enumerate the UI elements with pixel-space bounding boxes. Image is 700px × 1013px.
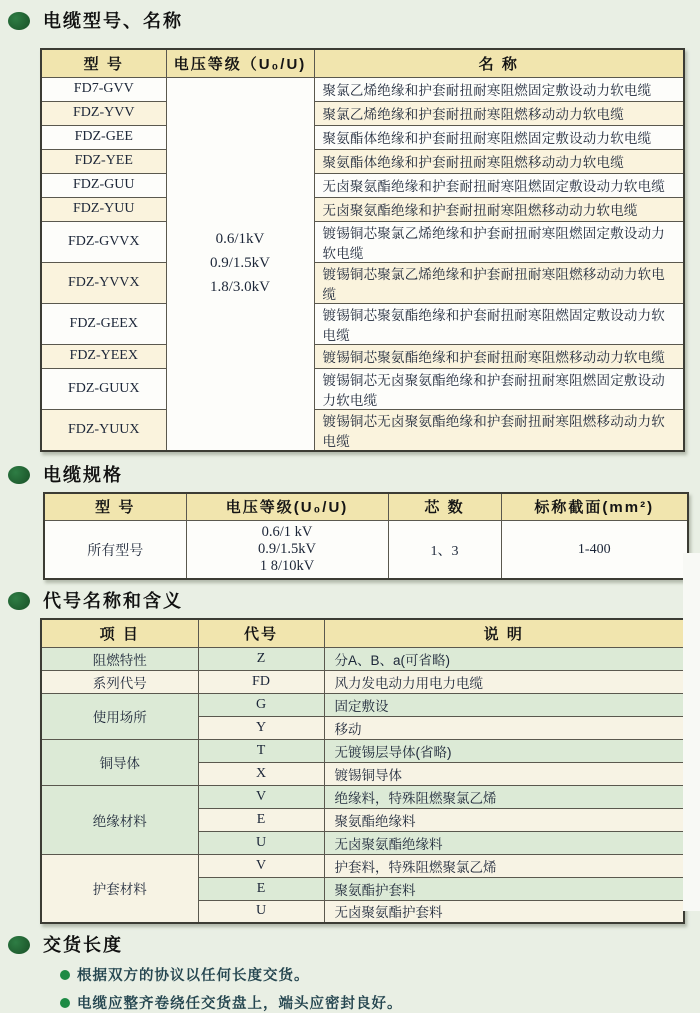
- table-row: [41, 693, 684, 716]
- voltage-line: 1 8/10kV: [259, 558, 315, 574]
- bullet-dot-icon: [60, 970, 70, 980]
- code-cell: E: [198, 808, 324, 831]
- voltage-line: 0.6/1 kV: [261, 524, 313, 540]
- code-cell: Z: [198, 647, 324, 670]
- cable-model-name-table: [40, 48, 685, 452]
- section-header-delivery-length: [8, 932, 700, 958]
- table-row: [41, 785, 684, 808]
- meaning-cell: 绝缘料，特殊阻燃聚氯乙烯: [324, 785, 684, 808]
- name-cell: 镀锡铜芯聚氯乙烯绝缘和护套耐扭耐寒阻燃固定敷设动力软电缆: [314, 221, 684, 262]
- list-item: [60, 964, 700, 985]
- model-cell: FDZ-GEE: [41, 125, 166, 149]
- code-cell: V: [198, 854, 324, 877]
- name-cell: 无卤聚氨酯绝缘和护套耐扭耐寒阻燃移动动力软电缆: [314, 197, 684, 221]
- name-cell: 镀锡铜芯无卤聚氨酯绝缘和护套耐扭耐寒阻燃移动动力软电缆: [314, 409, 684, 451]
- name-cell: 镀锡铜芯聚氨酯绝缘和护套耐扭耐寒阻燃移动动力软电缆: [314, 344, 684, 368]
- name-cell: 无卤聚氨酯绝缘和护套耐扭耐寒阻燃固定敷设动力软电缆: [314, 173, 684, 197]
- section-header-cable-models: [8, 8, 700, 34]
- table-row: [41, 221, 684, 262]
- model-cell: FDZ-YEEX: [41, 344, 166, 368]
- table-row: [41, 173, 684, 197]
- table-header-row: [41, 619, 684, 647]
- column-header-cores: 芯 数: [388, 493, 501, 521]
- code-cell: T: [198, 739, 324, 762]
- column-header-item: 项 目: [41, 619, 198, 647]
- note-text: 电缆应整齐卷绕任交货盘上，端头应密封良好。: [77, 996, 403, 1012]
- model-cell: FDZ-GUUX: [41, 368, 166, 409]
- meaning-cell: 镀锡铜导体: [324, 762, 684, 785]
- meaning-cell: 无卤聚氨酯绝缘料: [324, 831, 684, 854]
- table-row: [41, 197, 684, 221]
- section-bullet-icon: [8, 592, 30, 610]
- meaning-cell: 分A、B、a(可省略): [324, 647, 684, 670]
- voltage-line: 0.6/1kV: [215, 231, 265, 247]
- bullet-dot-icon: [60, 998, 70, 1008]
- code-meaning-table: [40, 618, 685, 924]
- cross-section-cell: 1-400: [501, 521, 688, 580]
- item-cell: 阻燃特性: [41, 647, 198, 670]
- code-cell: U: [198, 831, 324, 854]
- model-cell: FDZ-GEEX: [41, 303, 166, 344]
- name-cell: 镀锡铜芯聚氯乙烯绝缘和护套耐扭耐寒阻燃移动动力软电缆: [314, 262, 684, 303]
- table-row: [41, 77, 684, 101]
- table-row: [41, 149, 684, 173]
- section-header-cable-specs: [8, 462, 700, 488]
- model-cell: FDZ-GUU: [41, 173, 166, 197]
- list-item: [60, 992, 700, 1013]
- item-cell: 护套材料: [41, 854, 198, 923]
- section-header-code-meaning: [8, 588, 700, 614]
- meaning-cell: 护套料，特殊阻燃聚氯乙烯: [324, 854, 684, 877]
- table-row: [44, 521, 688, 580]
- voltage-cell: [186, 521, 388, 580]
- meaning-cell: 风力发电动力用电力电缆: [324, 670, 684, 693]
- section-title: 电缆型号、名称: [43, 11, 183, 31]
- code-cell: E: [198, 877, 324, 900]
- section-bullet-icon: [8, 466, 30, 484]
- model-cell: FDZ-YEE: [41, 149, 166, 173]
- code-cell: FD: [198, 670, 324, 693]
- column-header-voltage: 电压等级（U₀/U): [166, 49, 314, 77]
- table-row: [41, 101, 684, 125]
- table-row: [41, 854, 684, 877]
- name-cell: 聚氯乙烯绝缘和护套耐扭耐寒阻燃移动动力软电缆: [314, 101, 684, 125]
- model-cell: FD7-GVV: [41, 77, 166, 101]
- cable-spec-table: [43, 492, 689, 581]
- code-cell: G: [198, 693, 324, 716]
- table-row: [41, 303, 684, 344]
- column-header-cross-section: 标称截面(mm²): [501, 493, 688, 521]
- table-row: [41, 670, 684, 693]
- column-header-model: 型 号: [44, 493, 186, 521]
- table-header-row: [41, 49, 684, 77]
- meaning-cell: 固定敷设: [324, 693, 684, 716]
- delivery-notes: [60, 964, 700, 1013]
- table-row: [41, 262, 684, 303]
- item-cell: 系列代号: [41, 670, 198, 693]
- section-title: 电缆规格: [43, 464, 123, 485]
- column-header-code: 代号: [198, 619, 324, 647]
- item-cell: 绝缘材料: [41, 785, 198, 854]
- voltage-line: 1.8/3.0kV: [210, 279, 270, 295]
- column-header-voltage: 电压等级(U₀/U): [186, 493, 388, 521]
- model-cell: FDZ-YUUX: [41, 409, 166, 451]
- code-cell: X: [198, 762, 324, 785]
- column-header-name: 名 称: [314, 49, 684, 77]
- section-title: 代号名称和含义: [43, 591, 183, 611]
- item-cell: 铜导体: [41, 739, 198, 785]
- item-cell: 使用场所: [41, 693, 198, 739]
- table-row: [41, 125, 684, 149]
- table-row: [41, 647, 684, 670]
- code-cell: V: [198, 785, 324, 808]
- code-cell: Y: [198, 716, 324, 739]
- table-header-row: [44, 493, 688, 521]
- meaning-cell: 聚氨酯绝缘料: [324, 808, 684, 831]
- model-cell: 所有型号: [44, 521, 186, 580]
- table-row: [41, 344, 684, 368]
- code-cell: U: [198, 900, 324, 923]
- section-title: 交货长度: [43, 935, 123, 955]
- voltage-merged-cell: [166, 77, 314, 451]
- model-cell: FDZ-YVV: [41, 101, 166, 125]
- voltage-line: 0.9/1.5kV: [210, 255, 270, 271]
- table-row: [41, 409, 684, 451]
- model-cell: FDZ-YVVX: [41, 262, 166, 303]
- note-text: 根据双方的协议以任何长度交货。: [77, 968, 310, 984]
- column-header-model: 型 号: [41, 49, 166, 77]
- model-cell: FDZ-YUU: [41, 197, 166, 221]
- name-cell: 聚氯乙烯绝缘和护套耐扭耐寒阻燃固定敷设动力软电缆: [314, 77, 684, 101]
- meaning-cell: 无卤聚氨酯护套料: [324, 900, 684, 923]
- meaning-cell: 无镀锡层导体(省略): [324, 739, 684, 762]
- voltage-line: 0.9/1.5kV: [258, 541, 316, 557]
- model-cell: FDZ-GVVX: [41, 221, 166, 262]
- cores-cell: 1、3: [388, 521, 501, 580]
- page-edge-strip: [683, 553, 700, 911]
- section-bullet-icon: [8, 936, 30, 954]
- meaning-cell: 聚氨酯护套料: [324, 877, 684, 900]
- name-cell: 镀锡铜芯无卤聚氨酯绝缘和护套耐扭耐寒阻燃固定敷设动力软电缆: [314, 368, 684, 409]
- name-cell: 镀锡铜芯聚氨酯绝缘和护套耐扭耐寒阻燃固定敷设动力软电缆: [314, 303, 684, 344]
- name-cell: 聚氨酯体绝缘和护套耐扭耐寒阻燃移动动力软电缆: [314, 149, 684, 173]
- table-row: [41, 368, 684, 409]
- section-bullet-icon: [8, 12, 30, 30]
- table-row: [41, 739, 684, 762]
- meaning-cell: 移动: [324, 716, 684, 739]
- column-header-meaning: 说 明: [324, 619, 684, 647]
- name-cell: 聚氨酯体绝缘和护套耐扭耐寒阻燃固定敷设动力软电缆: [314, 125, 684, 149]
